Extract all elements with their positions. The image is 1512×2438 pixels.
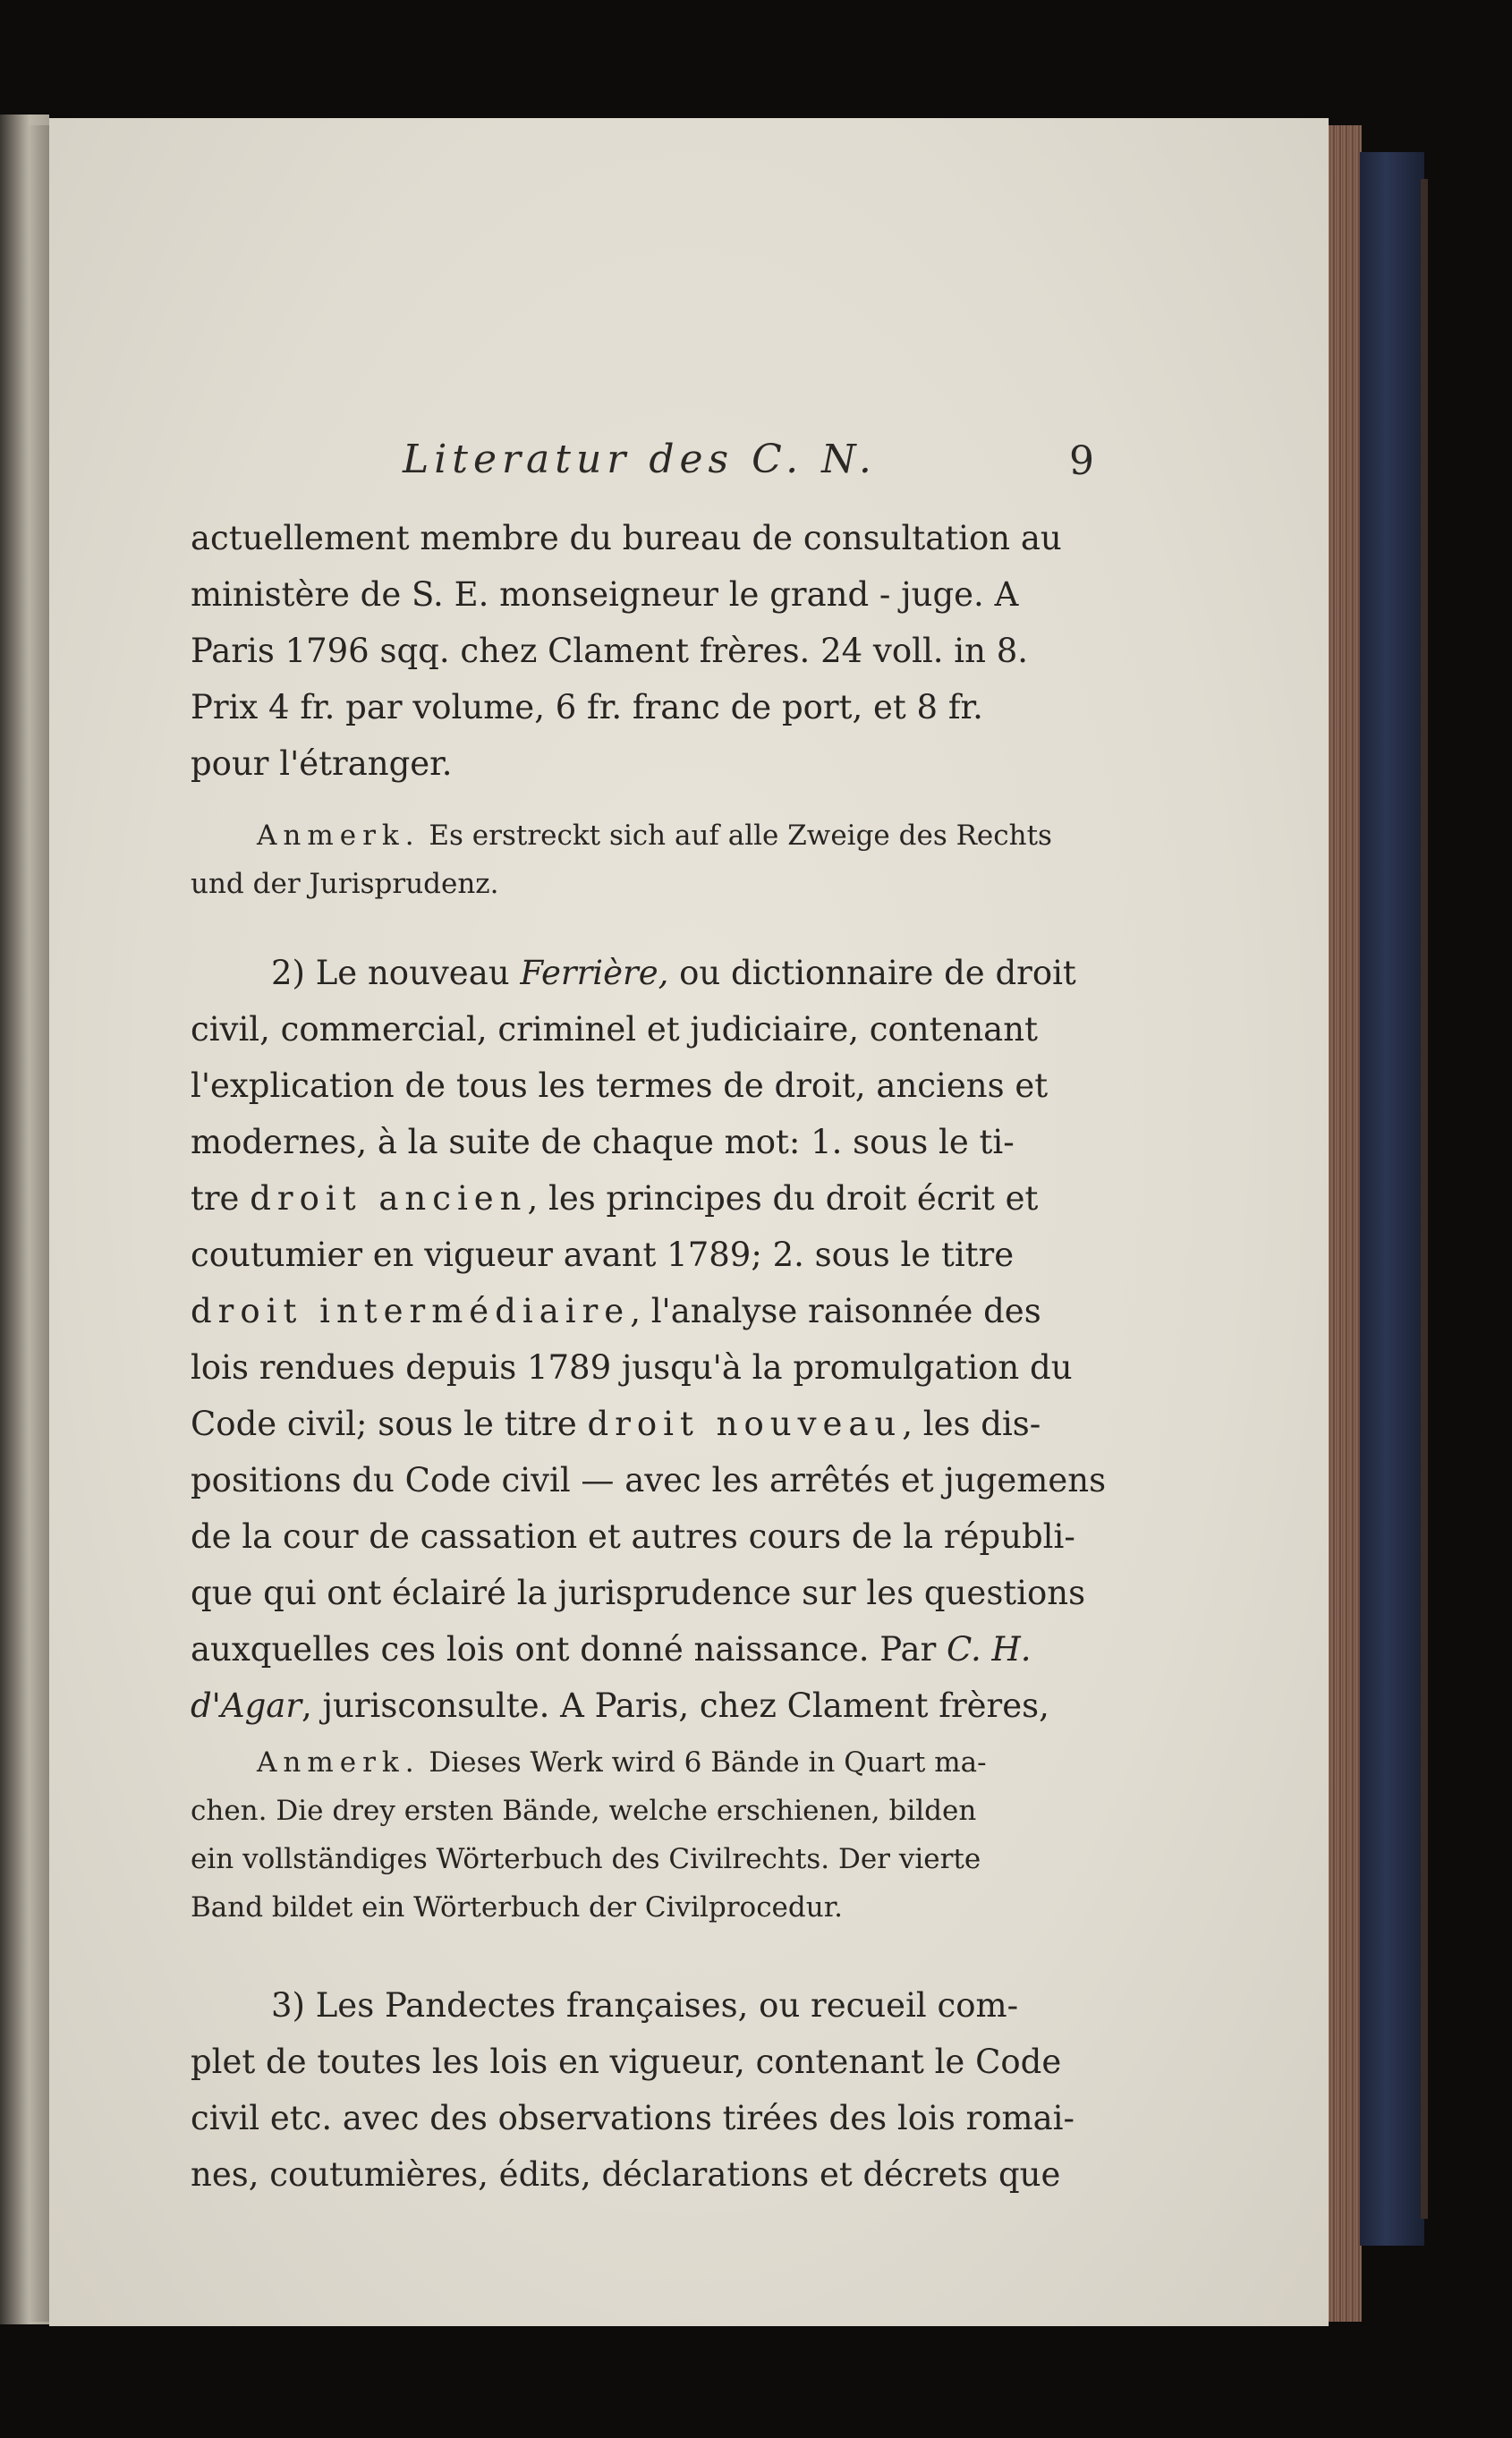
text-line: lois rendues depuis 1789 jusqu'à la promulgation du: [191, 1348, 1073, 1387]
text-line: l'explication de tous les termes de droit, anciens et: [191, 1066, 1049, 1105]
text-span: , les dis-: [902, 1405, 1041, 1443]
page-number: 9: [1069, 438, 1094, 484]
running-title: Literatur des C. N.: [403, 437, 877, 482]
text-line: [191, 1179, 1038, 1218]
text-span: Code civil; sous le titre: [191, 1405, 588, 1443]
text-line: Prix 4 fr. par volume, 6 fr. franc de port, et 8 fr.: [191, 688, 983, 726]
text-line: 3) Les Pandectes françaises, ou recueil com-: [271, 1986, 1019, 2025]
text-line: positions du Code civil — avec les arrêtés et jugemens: [191, 1461, 1107, 1499]
text-line: Paris 1796 sqq. chez Clament frères. 24 voll. in 8.: [191, 632, 1029, 670]
text-line: de la cour de cassation et autres cours de la républi-: [191, 1517, 1075, 1556]
text-span: 2) Le nouveau: [271, 954, 521, 992]
text-line: ministère de S. E. monseigneur le grand - juge. A: [191, 575, 1019, 614]
note-line: und der Jurisprudenz.: [191, 868, 499, 900]
italic-author: C. H.: [947, 1630, 1032, 1669]
note-text: Es erstreckt sich auf alle Zweige des Rechts: [420, 820, 1052, 852]
italic-author: d'Agar: [191, 1686, 302, 1725]
spaced-term: droit intermédiaire: [191, 1292, 631, 1330]
text-line: [191, 1292, 1041, 1330]
text-span: tre: [191, 1179, 251, 1218]
text-span: , jurisconsulte. A Paris, chez Clament frères,: [302, 1686, 1049, 1725]
text-span: , l'analyse raisonnée des: [630, 1292, 1041, 1330]
text-span: , les principes du droit écrit et: [527, 1179, 1039, 1218]
note-line: [257, 820, 1052, 852]
text-line: [271, 954, 1076, 992]
italic-title: Ferrière,: [520, 954, 669, 992]
cover-edge: [1421, 179, 1428, 2219]
note-line: ein vollständiges Wörterbuch des Civilrechts. Der vierte: [191, 1843, 981, 1875]
note-line: Band bildet ein Wörterbuch der Civilprocedur.: [191, 1891, 843, 1924]
text-line: que qui ont éclairé la jurisprudence sur les questions: [191, 1574, 1086, 1612]
note-lead: Anmerk.: [257, 820, 420, 852]
text-line: [191, 1630, 1032, 1669]
spaced-term: droit nouveau: [587, 1405, 903, 1443]
note-lead: Anmerk.: [257, 1746, 420, 1779]
spaced-term: droit ancien: [250, 1179, 528, 1218]
text-span: auxquelles ces lois ont donné naissance. Par: [191, 1630, 947, 1669]
text-line: modernes, à la suite de chaque mot: 1. sous le ti-: [191, 1123, 1015, 1161]
note-line: chen. Die drey ersten Bände, welche erschienen, bilden: [191, 1795, 977, 1827]
note-text: Dieses Werk wird 6 Bände in Quart ma-: [420, 1746, 987, 1779]
text-line: coutumier en vigueur avant 1789; 2. sous le titre: [191, 1236, 1015, 1274]
book-page: [49, 118, 1329, 2326]
text-line: plet de toutes les lois en vigueur, contenant le Code: [191, 2043, 1062, 2081]
text-line: actuellement membre du bureau de consultation au: [191, 519, 1062, 557]
text-line: civil etc. avec des observations tirées des lois romai-: [191, 2099, 1075, 2137]
note-line: [257, 1746, 987, 1779]
text-line: [191, 1686, 1049, 1725]
text-span: ou dictionnaire de droit: [668, 954, 1076, 992]
book-cover: [1360, 152, 1424, 2246]
running-head: [49, 437, 1329, 490]
text-line: pour l'étranger.: [191, 744, 453, 783]
text-line: civil, commercial, criminel et judiciaire, contenant: [191, 1010, 1038, 1049]
text-line: [191, 1405, 1041, 1443]
text-line: nes, coutumières, édits, déclarations et décrets que: [191, 2155, 1061, 2194]
